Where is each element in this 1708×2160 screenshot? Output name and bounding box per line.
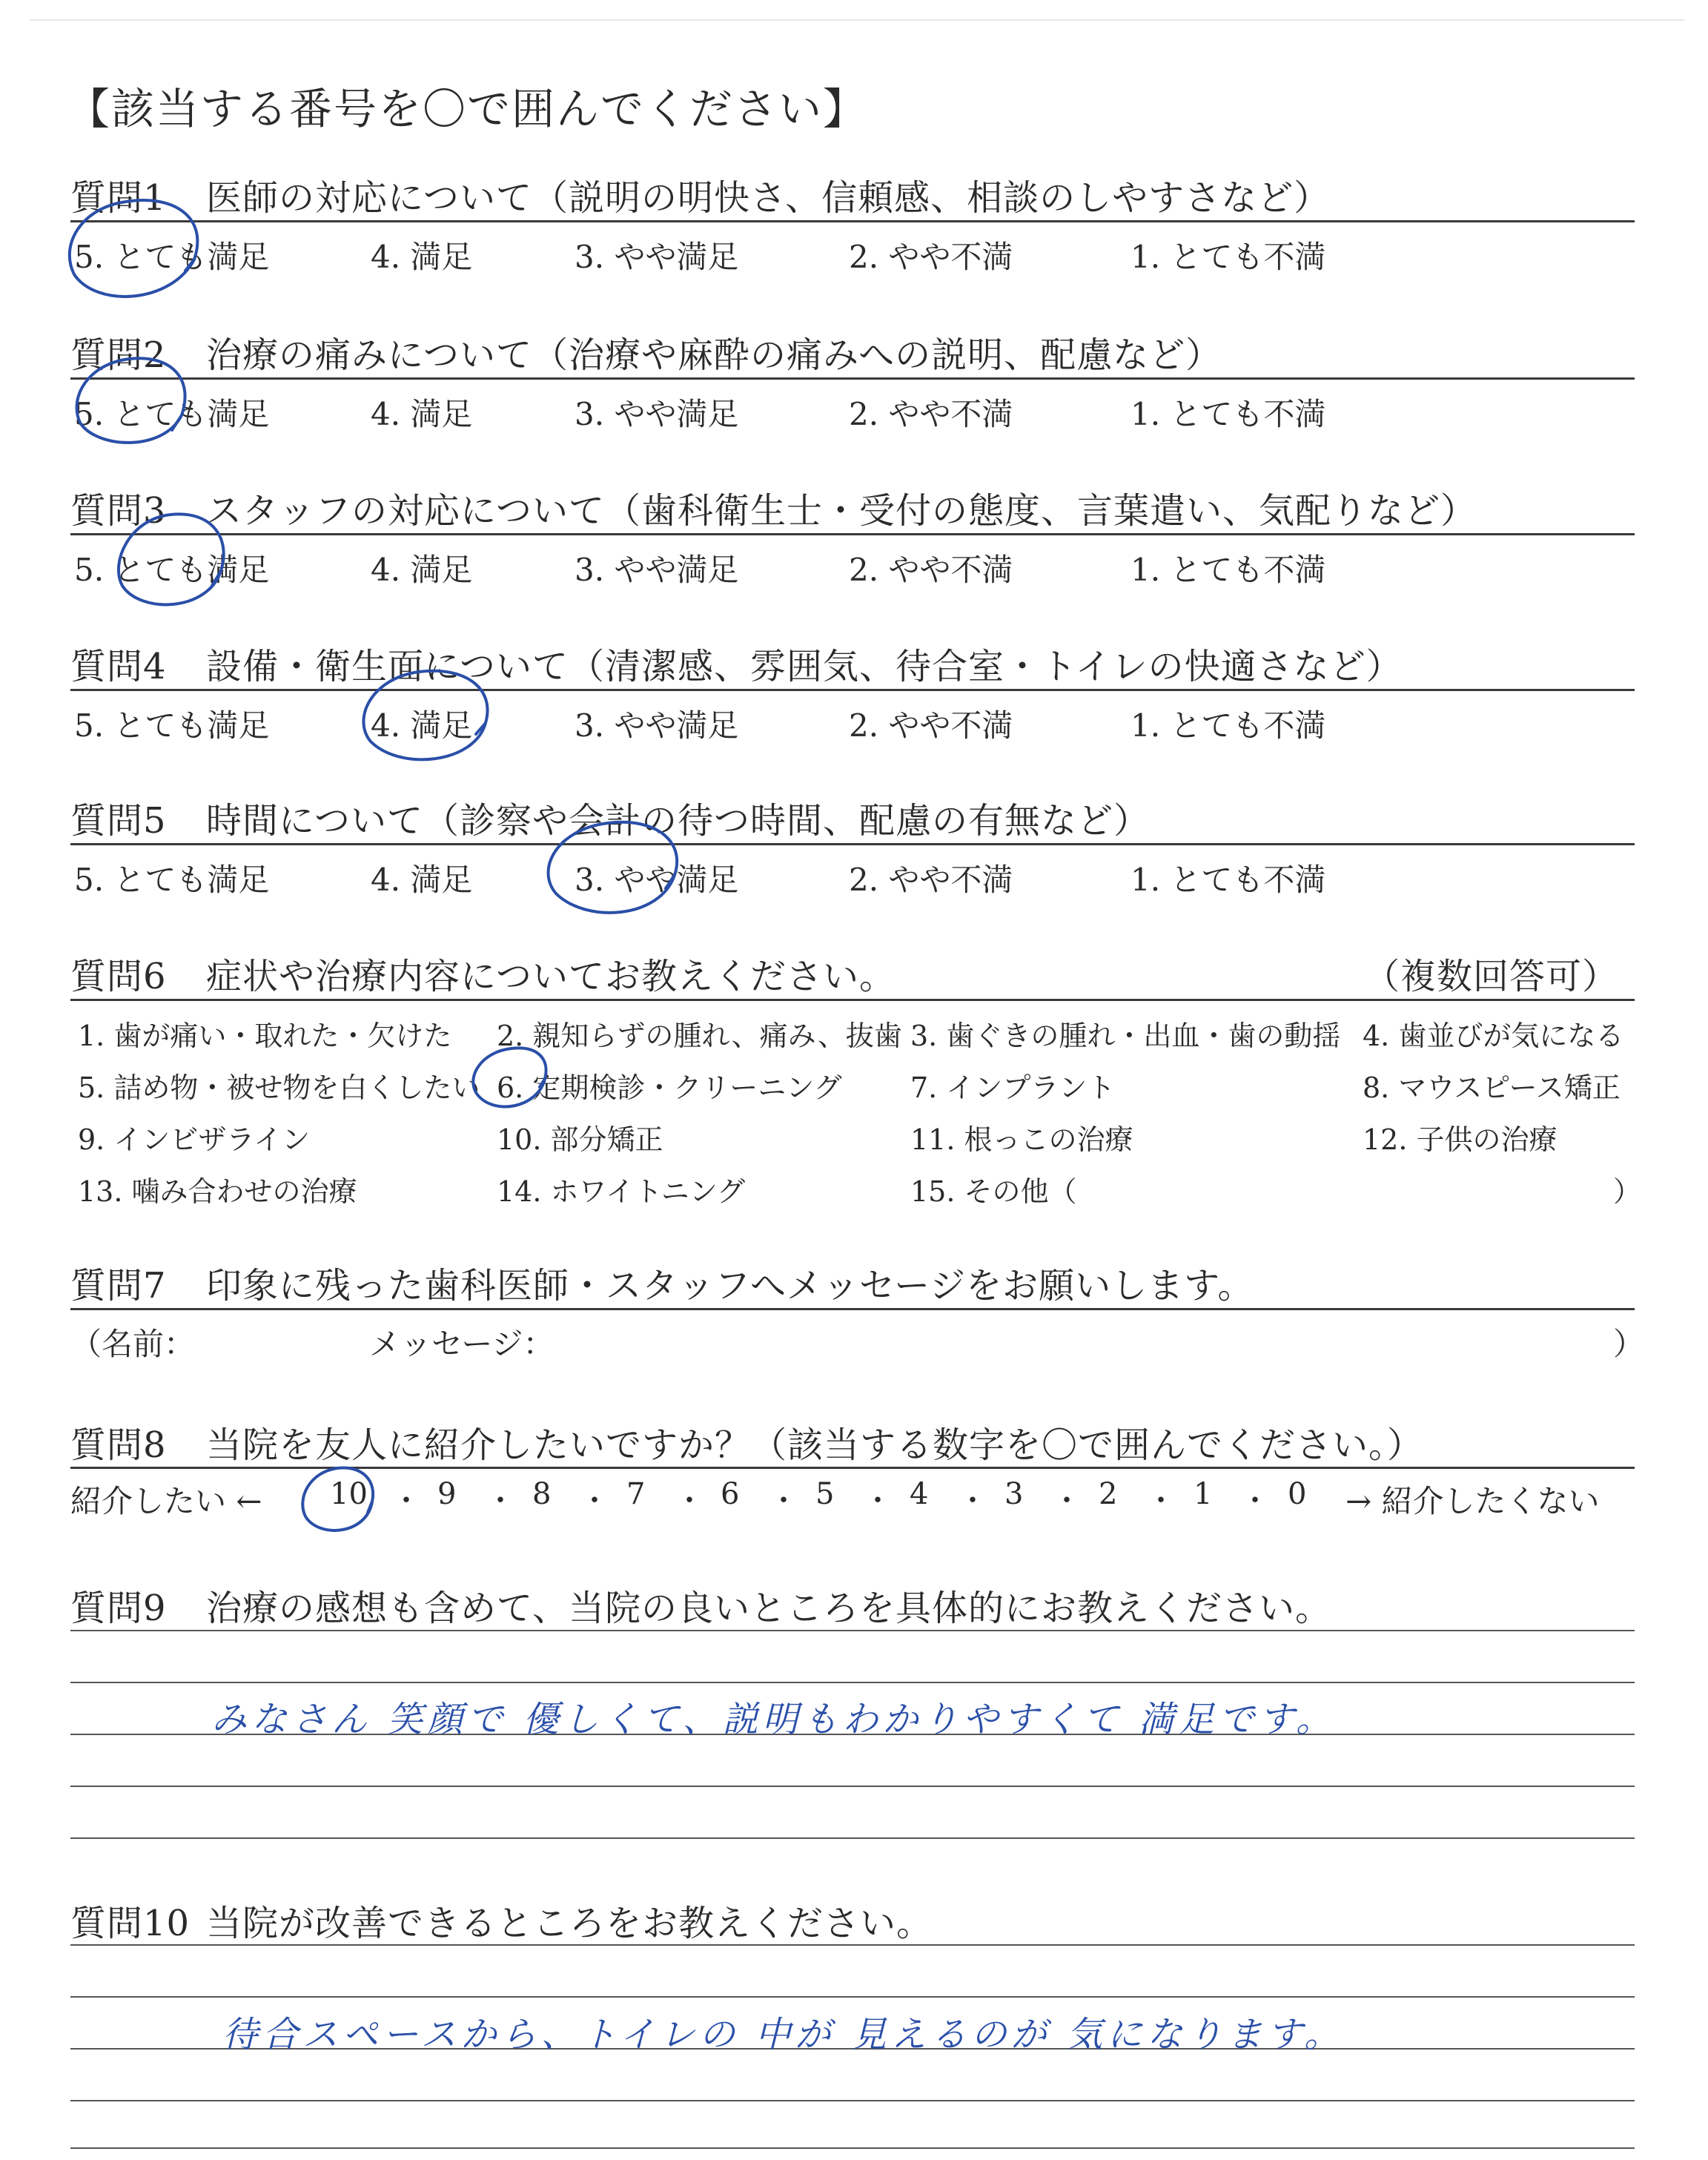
page-title: 【該当する番号を〇で囲んでください】	[67, 84, 868, 134]
q8-score-0[interactable]: 0	[1288, 1477, 1307, 1511]
question-8-label: 質問8	[70, 1424, 167, 1466]
question-8-text: 当院を友人に紹介したいですか？（該当する数字を〇で囲んでください。）	[206, 1424, 1424, 1466]
q5-option-2[interactable]: 2. やや不満	[849, 862, 1013, 898]
q6-item-1[interactable]: 1. 歯が痛い・取れた・欠けた	[78, 1020, 452, 1052]
question-6-rule	[70, 999, 1635, 1001]
q8-separator: ・	[1052, 1484, 1082, 1518]
q5-option-4[interactable]: 4. 満足	[371, 862, 473, 898]
q3-option-1[interactable]: 1. とても不満	[1131, 552, 1326, 588]
q6-item-15[interactable]: 15. その他（	[910, 1175, 1077, 1208]
q8-score-3[interactable]: 3	[1004, 1477, 1024, 1511]
question-6-label: 質問6	[70, 956, 167, 997]
q5-option-1[interactable]: 1. とても不満	[1131, 862, 1326, 898]
q8-score-4[interactable]: 4	[910, 1477, 929, 1511]
q6-item-12[interactable]: 12. 子供の治療	[1363, 1123, 1558, 1156]
q2-option-4[interactable]: 4. 満足	[371, 396, 473, 432]
question-4-label: 質問4	[70, 646, 167, 687]
q2-option-1[interactable]: 1. とても不満	[1131, 396, 1326, 432]
q2-option-3[interactable]: 3. やや満足	[575, 396, 739, 432]
q8-separator: ・	[1240, 1484, 1270, 1518]
question-9-text: 治療の感想も含めて、当院の良いところを具体的にお教えください。	[206, 1588, 1332, 1629]
q1-option-2[interactable]: 2. やや不満	[849, 239, 1013, 275]
q1-option-1[interactable]: 1. とても不満	[1131, 239, 1326, 275]
q6-item-11[interactable]: 11. 根っこの治療	[910, 1123, 1133, 1156]
q5-option-5[interactable]: 5. とても満足	[74, 862, 270, 898]
question-7-text: 印象に残った歯科医師・スタッフへメッセージをお願いします。	[206, 1265, 1254, 1307]
question-2-label: 質問2	[70, 334, 167, 376]
q8-score-10[interactable]: 10	[330, 1477, 368, 1511]
q4-option-5[interactable]: 5. とても満足	[74, 707, 270, 744]
question-8-rule	[70, 1467, 1635, 1469]
q8-score-1[interactable]: 1	[1194, 1477, 1213, 1511]
q6-item-13[interactable]: 13. 噛み合わせの治療	[78, 1175, 357, 1208]
q8-right-label: → 紹介したくない	[1345, 1483, 1600, 1519]
q9-handwritten-answer[interactable]: みなさん 笑顔で 優しくて、説明もわかりやすくて 満足です。	[211, 1699, 1336, 1740]
q8-separator: ・	[675, 1484, 704, 1518]
q6-item-9[interactable]: 9. インビザライン	[78, 1123, 311, 1156]
question-10-text: 当院が改善できるところをお教えください。	[206, 1903, 933, 1944]
question-5-rule	[70, 843, 1635, 845]
q6-item-4[interactable]: 4. 歯並びが気になる	[1363, 1020, 1624, 1052]
q6-other-close: ）	[1613, 1175, 1642, 1208]
q6-item-10[interactable]: 10. 部分矯正	[497, 1123, 663, 1156]
question-3-label: 質問3	[70, 490, 167, 532]
q4-option-4[interactable]: 4. 満足	[371, 707, 473, 744]
q8-score-5[interactable]: 5	[815, 1477, 835, 1511]
q6-item-7[interactable]: 7. インプラント	[910, 1071, 1116, 1104]
q7-message-label[interactable]: メッセージ：	[369, 1326, 555, 1362]
question-2-text: 治療の痛みについて（治療や麻酔の痛みへの説明、配慮など）	[206, 334, 1222, 376]
q2-option-5[interactable]: 5. とても満足	[74, 396, 270, 432]
q9-answer-line	[70, 1630, 1635, 1631]
question-3-text: スタッフの対応について（歯科衛生士・受付の態度、言葉遣い、気配りなど）	[206, 490, 1477, 532]
question-1-rule	[70, 220, 1635, 222]
q7-name-label[interactable]: （名前：	[70, 1326, 196, 1362]
q10-answer-line	[70, 1944, 1635, 1946]
q6-item-2[interactable]: 2. 親知らずの腫れ、痛み、抜歯	[497, 1020, 902, 1052]
question-3-rule	[70, 533, 1635, 535]
q1-option-5[interactable]: 5. とても満足	[74, 239, 270, 275]
q4-option-1[interactable]: 1. とても不満	[1131, 707, 1326, 744]
q8-separator: ・	[863, 1484, 893, 1518]
q8-separator: ・	[769, 1484, 798, 1518]
q6-item-5[interactable]: 5. 詰め物・被せ物を白くしたい	[78, 1071, 480, 1104]
q6-item-8[interactable]: 8. マウスピース矯正	[1363, 1071, 1621, 1104]
q6-item-3[interactable]: 3. 歯ぐきの腫れ・出血・歯の動揺	[910, 1020, 1341, 1052]
question-4-rule	[70, 689, 1635, 691]
question-6-text: 症状や治療内容についてお教えください。	[206, 956, 896, 997]
q6-item-14[interactable]: 14. ホワイトニング	[497, 1175, 746, 1208]
question-9-label: 質問9	[70, 1588, 167, 1629]
q8-left-label: 紹介したい ←	[70, 1483, 262, 1519]
question-4-text: 設備・衛生面について（清潔感、雰囲気、待合室・トイレの快適さなど）	[206, 646, 1403, 687]
question-1-text: 医師の対応について（説明の明快さ、信頼感、相談のしやすさなど）	[206, 177, 1331, 219]
q2-option-2[interactable]: 2. やや不満	[849, 396, 1013, 432]
q3-option-4[interactable]: 4. 満足	[371, 552, 473, 588]
q8-score-2[interactable]: 2	[1099, 1477, 1118, 1511]
q9-answer-line	[70, 1682, 1635, 1683]
q8-score-9[interactable]: 9	[437, 1477, 457, 1511]
question-7-rule	[70, 1308, 1635, 1310]
q3-option-3[interactable]: 3. やや満足	[575, 552, 739, 588]
q1-option-3[interactable]: 3. やや満足	[575, 239, 739, 275]
q3-option-5[interactable]: 5. とても満足	[74, 552, 270, 588]
q8-separator: ・	[1146, 1484, 1176, 1518]
q6-item-6[interactable]: 6. 定期検診・クリーニング	[497, 1071, 842, 1104]
question-1-label: 質問1	[70, 177, 167, 219]
q7-close: ）	[1613, 1326, 1645, 1362]
q8-score-7[interactable]: 7	[626, 1477, 646, 1511]
q8-score-6[interactable]: 6	[721, 1477, 740, 1511]
q10-answer-line	[70, 2100, 1635, 2101]
question-10-label: 質問10	[70, 1903, 191, 1944]
question-5-label: 質問5	[70, 800, 167, 842]
question-7-label: 質問7	[70, 1265, 167, 1307]
q8-separator: ・	[391, 1484, 421, 1518]
q8-separator: ・	[486, 1484, 515, 1518]
q3-option-2[interactable]: 2. やや不満	[849, 552, 1013, 588]
q9-answer-line	[70, 1837, 1635, 1839]
q8-separator: ・	[958, 1484, 987, 1518]
q8-score-8[interactable]: 8	[532, 1477, 552, 1511]
q10-answer-line	[70, 1996, 1635, 1998]
q10-handwritten-answer[interactable]: 待合スペースから、トイレの 中が 見えるのが 気になります。	[222, 2014, 1345, 2055]
q5-option-3[interactable]: 3. やや満足	[575, 862, 739, 898]
q10-answer-line	[70, 2147, 1635, 2149]
q1-option-4[interactable]: 4. 満足	[371, 239, 473, 275]
q4-option-3[interactable]: 3. やや満足	[575, 707, 739, 744]
q4-option-2[interactable]: 2. やや不満	[849, 707, 1013, 744]
q8-separator: ・	[580, 1484, 609, 1518]
q9-answer-line	[70, 1786, 1635, 1787]
question-5-text: 時間について（診察や会計の待つ時間、配慮の有無など）	[206, 800, 1151, 842]
question-2-rule	[70, 377, 1635, 380]
question-6-note: （複数回答可）	[1364, 956, 1619, 997]
scan-edge	[30, 19, 1684, 21]
